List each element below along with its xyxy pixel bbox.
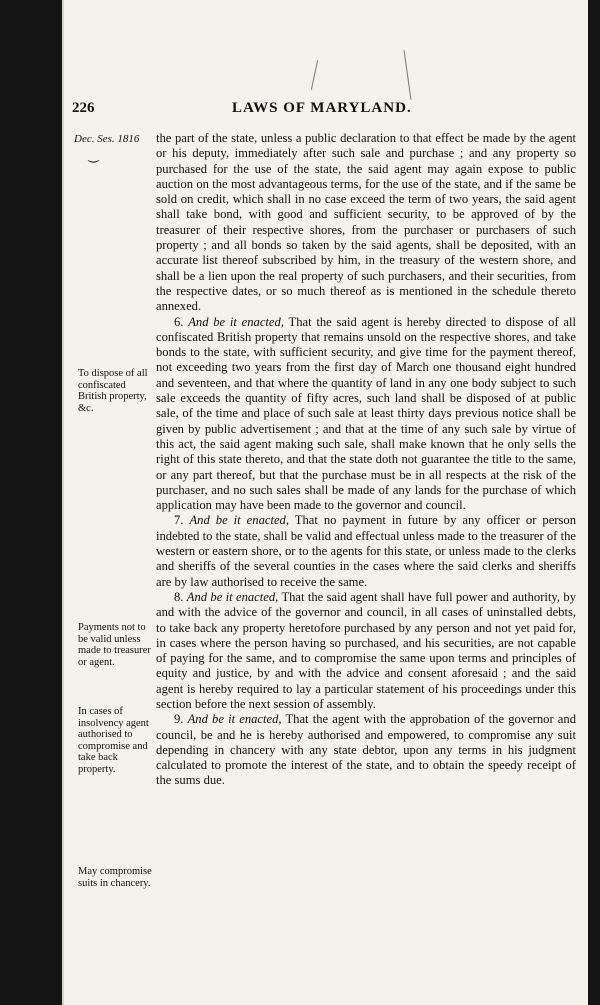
opening-paragraph: the part of the state, unless a public declaration to that effect be made by the agent or his deputy, immediately after such sale and purchase ; and any property so purchased for the use of the state, the said agent may again expose to public auction on the most advantageous terms, for the use of the state, and if the same be sold on credit, which shall in no case exceed the term of two years, the said agent shall take bond, with good and sufficient security, to be approved of by the treasurer of their respective shores, from the purchaser or purchasers of such property ; and all bonds so taken by the said agents, shall be deposited, with an accurate list thereof subscribed by him, in the treasury of the western shore, and shall be a lien upon the real property of such purchasers, and their securities, from the respective dates, or so much thereof as is mentioned in the schedule thereto annexed.	[156, 131, 576, 314]
section-7	[156, 513, 576, 589]
enacting-clause: And be it enacted,	[187, 712, 282, 727]
enacting-clause: And be it enacted,	[186, 589, 279, 604]
margin-date: Dec. Ses. 1816	[74, 133, 140, 145]
section-number: 8.	[174, 589, 184, 604]
margin-brace: ⏝	[88, 148, 100, 162]
section-number: 9.	[174, 712, 184, 727]
section-text: That the said agent shall have full power and authority, by and with the advice of the governor and council, in all cases of uninstalled debts, to take back any property heretofore purchased by any person and not yet paid for, in cases where the person having so purchased, and his securities, are not capable of paying for the same, and to compromise the same upon terms and principles of equity and justice, by and with the advice and consent aforesaid ; and the said agent is hereby required to lay a particular statement of his proceedings under this section before the next session of assembly.	[156, 589, 576, 711]
scan-artifact	[404, 50, 412, 100]
section-number: 7.	[174, 513, 184, 528]
margin-note-section-8: In cases of insolvency agent authorised to compromise and take back property.	[78, 706, 149, 775]
section-9	[156, 712, 576, 788]
scan-border-right	[586, 0, 600, 1005]
section-6	[156, 315, 576, 514]
section-text: That the said agent is hereby directed to dispose of all confiscated British property that remains unsold on the respective shores, and take bonds to the state, with sufficient security, and give time for the payment thereof, not exceeding two years from the first day of March one thousand eight hundred and seventeen, and that where the quantity of land in any one body subject to such sale exceeds the quantity of fifty acres, such land shall be disposed of at public sale, of the time and place of such sale at least thirty days previous notice shall be given by public advertisement ; and that at the time of any such sale by virtue of this act, the said agent making such sale, shall make known that he only sells the right of this state thereto, and that the state doth not guarantee the title to the same, or any part thereof, but that the purchase must be in all respects at the risk of the purchaser, and no such sales shall be made of any lands for the purchase of which application may have been made to the governor and council.	[156, 314, 576, 513]
margin-note-section-6: To dispose of all confiscated British property, &c.	[78, 368, 148, 414]
scan-border-left	[0, 0, 62, 1005]
page-number: 226	[72, 100, 95, 116]
book-page	[62, 0, 588, 1005]
running-head: LAWS OF MARYLAND.	[232, 100, 412, 116]
page-header	[72, 100, 572, 120]
enacting-clause: And be it enacted,	[188, 314, 284, 329]
enacting-clause: And be it enacted,	[189, 513, 289, 528]
section-text: That no payment in future by any officer or person indebted to the state, shall be valid and effectual unless made to the treasurer of the western or eastern shore, or to the agents for this state, or unless made to the clerks and sheriffs of the several counties in the cases where the said clerks and sheriffs are by law authorised to receive the same.	[156, 513, 576, 589]
section-text: That the agent with the approbation of the governor and council, be and he is hereby authorised and empowered, to compromise any suit depending in chancery with any state debtor, upon any terms in his judgment calculated to promote the interest of the state, and to obtain the speedy receipt of the sums due.	[156, 712, 576, 788]
scan-artifact	[311, 60, 318, 90]
margin-note-section-7: Payments not to be valid unless made to treasurer or agent.	[78, 622, 151, 668]
section-8	[156, 590, 576, 712]
section-number: 6.	[174, 314, 184, 329]
margin-note-section-9: May compromise suits in chancery.	[78, 866, 152, 889]
body-text	[156, 131, 576, 789]
